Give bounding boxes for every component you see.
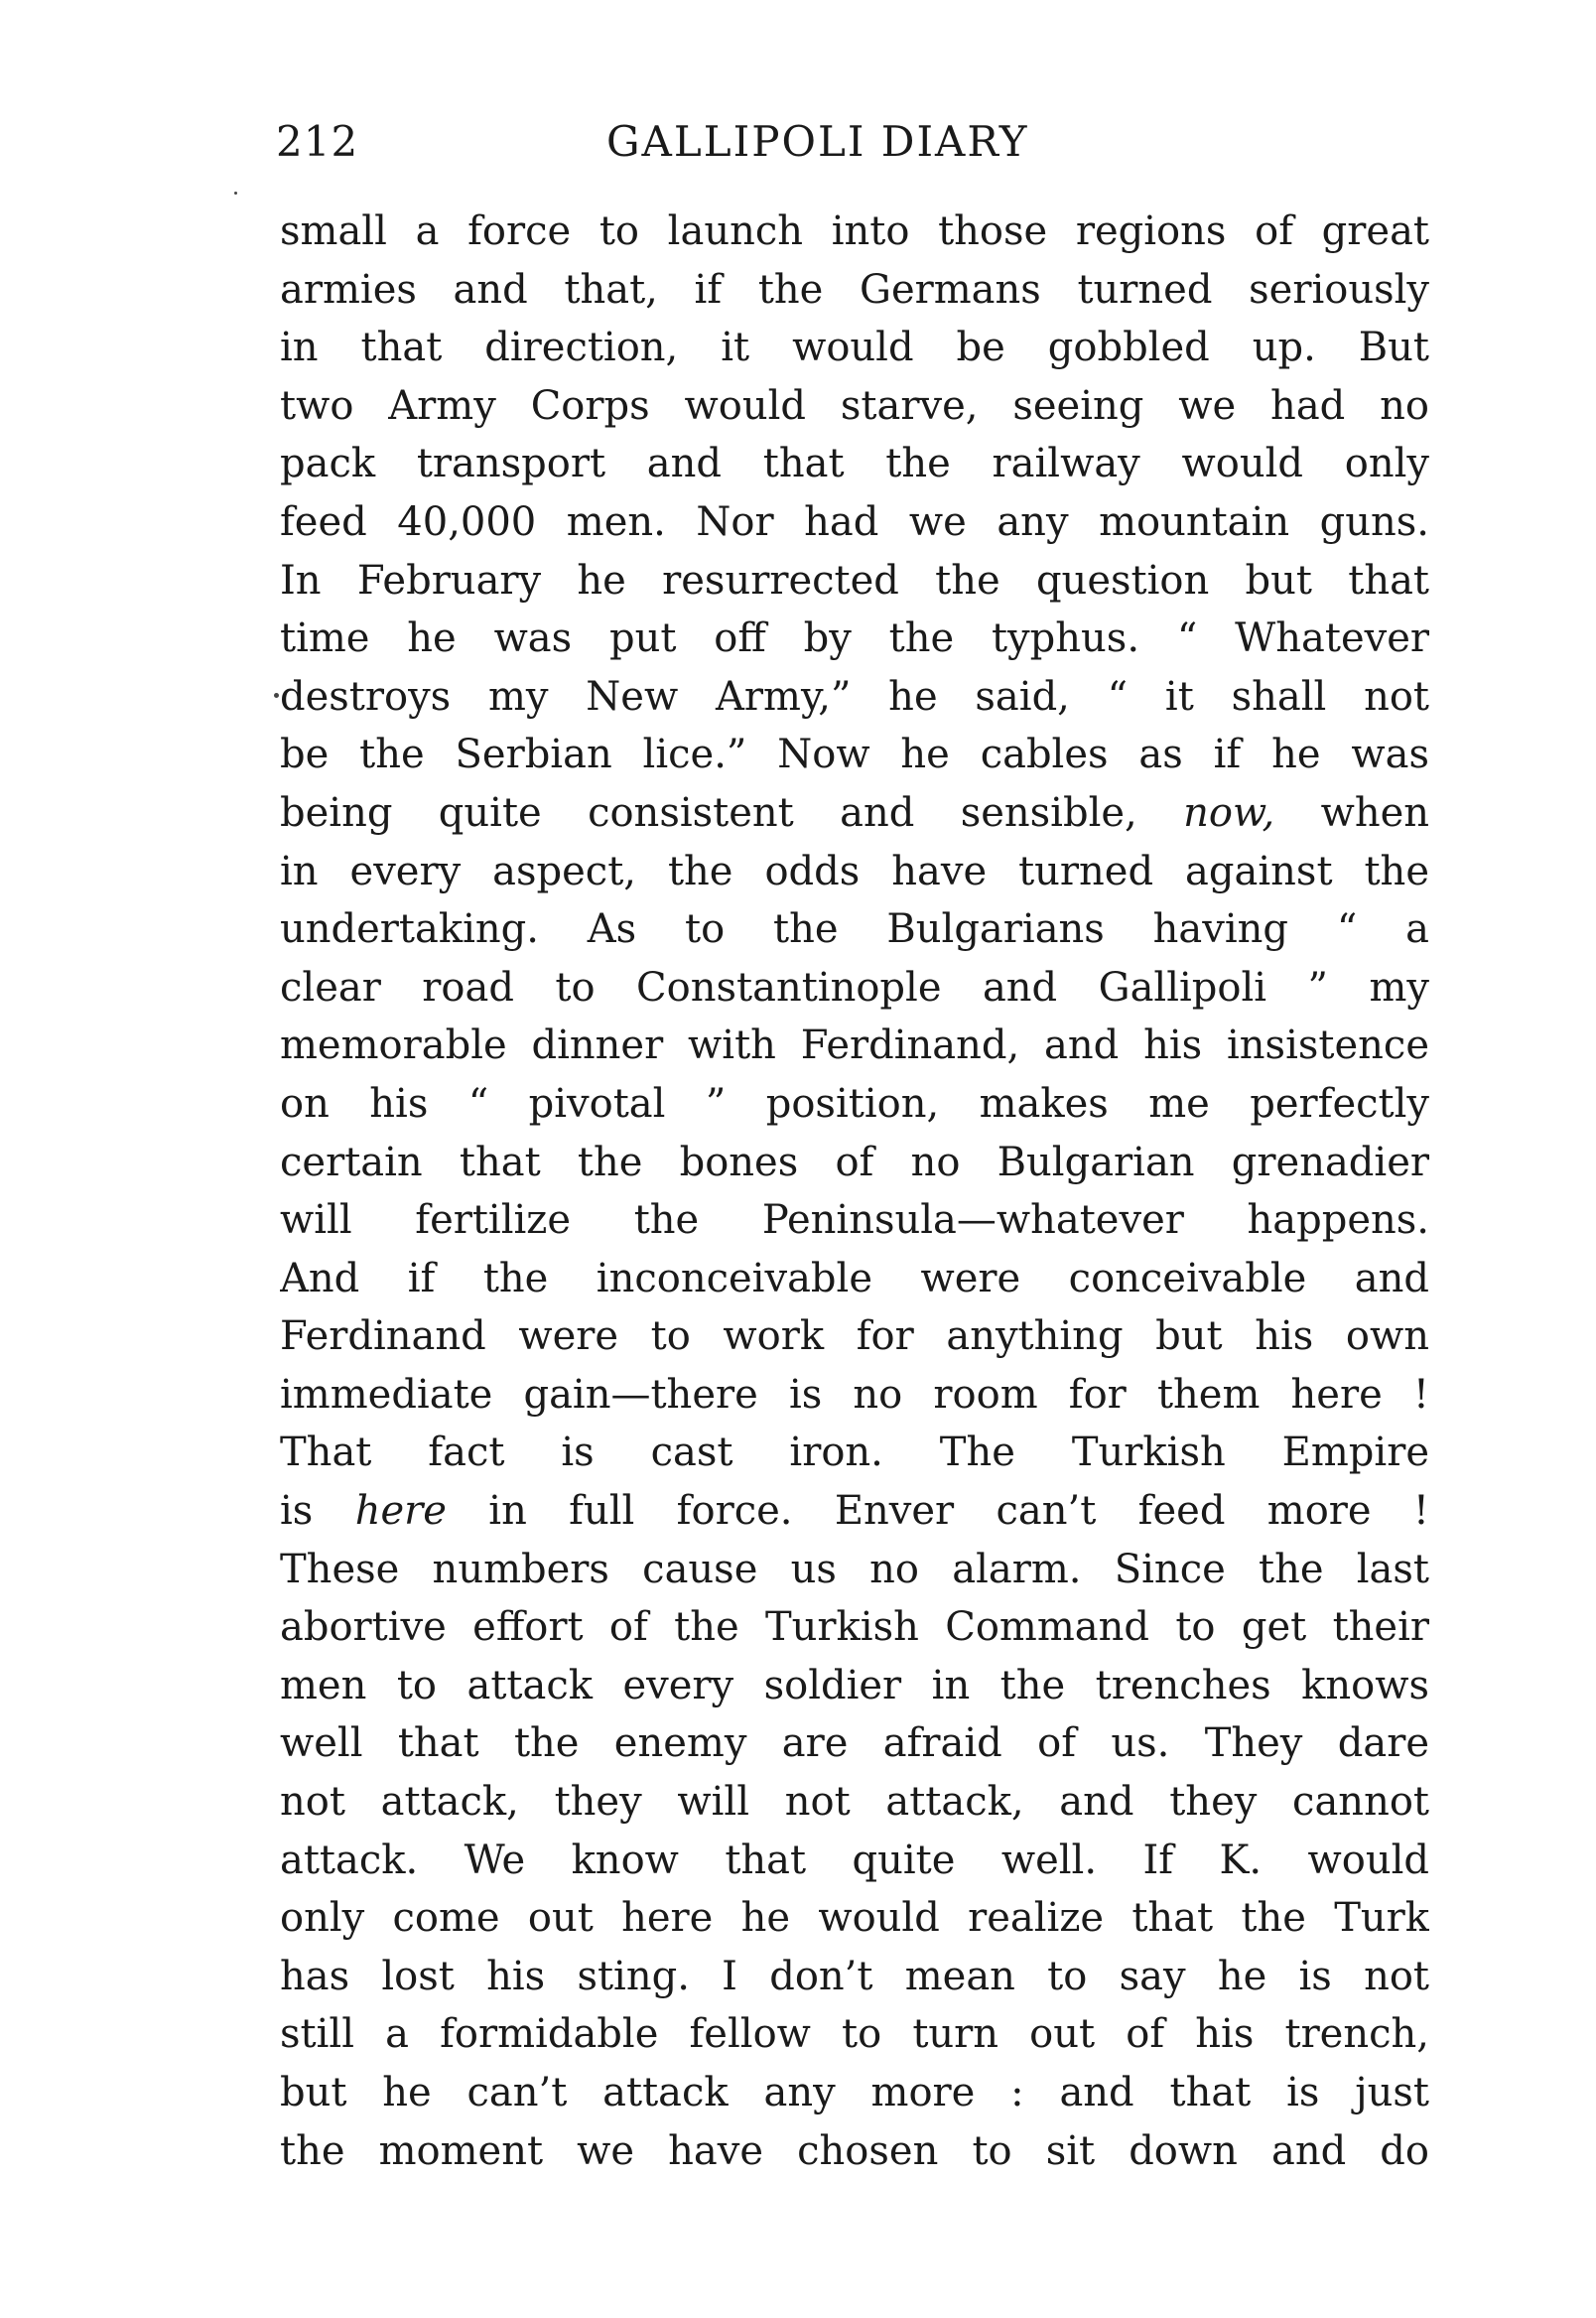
text-line: memorable dinner with Ferdinand, and his insistence [280,1023,1429,1069]
text-line: attack. We know that quite well. If K. would [280,1837,1429,1883]
text-line: but he can’t attack any more : and that is just [280,2070,1429,2115]
body-text [280,203,1429,2180]
text-line: feed 40,000 men. Nor had we any mountain guns. [280,498,1429,545]
text-line: certain that the bones of no Bulgarian grenadier [280,1139,1429,1185]
italic-word: now, [1183,789,1275,836]
text-line: small a force to launch into those regions of great [280,208,1429,254]
text-line: be the Serbian lice.” Now he cables as if he was [280,732,1429,778]
page-header [276,117,1110,177]
text-line: on his “ pivotal ” position, makes me perfectly [280,1080,1429,1127]
text-line: still a formidable fellow to turn out of his trench, [280,2011,1429,2058]
text-line: two Army Corps would starve, seeing we had no [280,382,1429,429]
text-line: has lost his sting. I don’t mean to say he is not [280,1953,1429,1999]
text-line: That fact is cast iron. The Turkish Empire [280,1430,1429,1476]
text-segment: when [1320,789,1429,836]
text-segment: in full force. Enver can’t feed more ! [488,1488,1429,1535]
text-segment: is [280,1488,314,1535]
stray-mark [234,192,237,195]
text-line: clear road to Constantinople and Gallipoli ” my [280,964,1429,1011]
text-line: only come out here he would realize that the Turk [280,1895,1429,1942]
text-line: In February he resurrected the question but that [280,557,1429,604]
italic-word: here [354,1488,447,1535]
page-number: 212 [276,117,359,166]
text-line: men to attack every soldier in the trenches knows [280,1662,1429,1708]
text-line: And if the inconceivable were conceivable and [280,1255,1429,1301]
text-line-with-italic [280,784,1429,843]
running-title: GALLIPOLI DIARY [606,117,1029,166]
text-line: time he was put off by the typhus. “ Whatever [280,615,1429,662]
text-line: in every aspect, the odds have turned against the [280,848,1429,894]
text-line: will fertilize the Peninsula—whatever happens. [280,1197,1429,1244]
text-line: These numbers cause us no alarm. Since the last [280,1546,1429,1592]
text-line: undertaking. As to the Bulgarians having “ a [280,906,1429,953]
text-line: not attack, they will not attack, and they cannot [280,1779,1429,1826]
text-line: armies and that, if the Germans turned seriously [280,266,1429,313]
text-line: well that the enemy are afraid of us. They dare [280,1720,1429,1767]
text-line: Ferdinand were to work for anything but his own [280,1313,1429,1360]
text-line: in that direction, it would be gobbled up. But [280,325,1429,371]
stray-mark [274,693,279,698]
text-line: immediate gain—there is no room for them here ! [280,1371,1429,1418]
text-line-with-italic [280,1482,1429,1541]
text-line: pack transport and that the railway would only [280,441,1429,487]
text-line: abortive effort of the Turkish Command to get their [280,1604,1429,1651]
text-line: the moment we have chosen to sit down and do [280,2127,1429,2174]
text-segment: being quite consistent and sensible, [280,789,1137,836]
text-line: destroys my New Army,” he said, “ it shall not [280,673,1429,720]
